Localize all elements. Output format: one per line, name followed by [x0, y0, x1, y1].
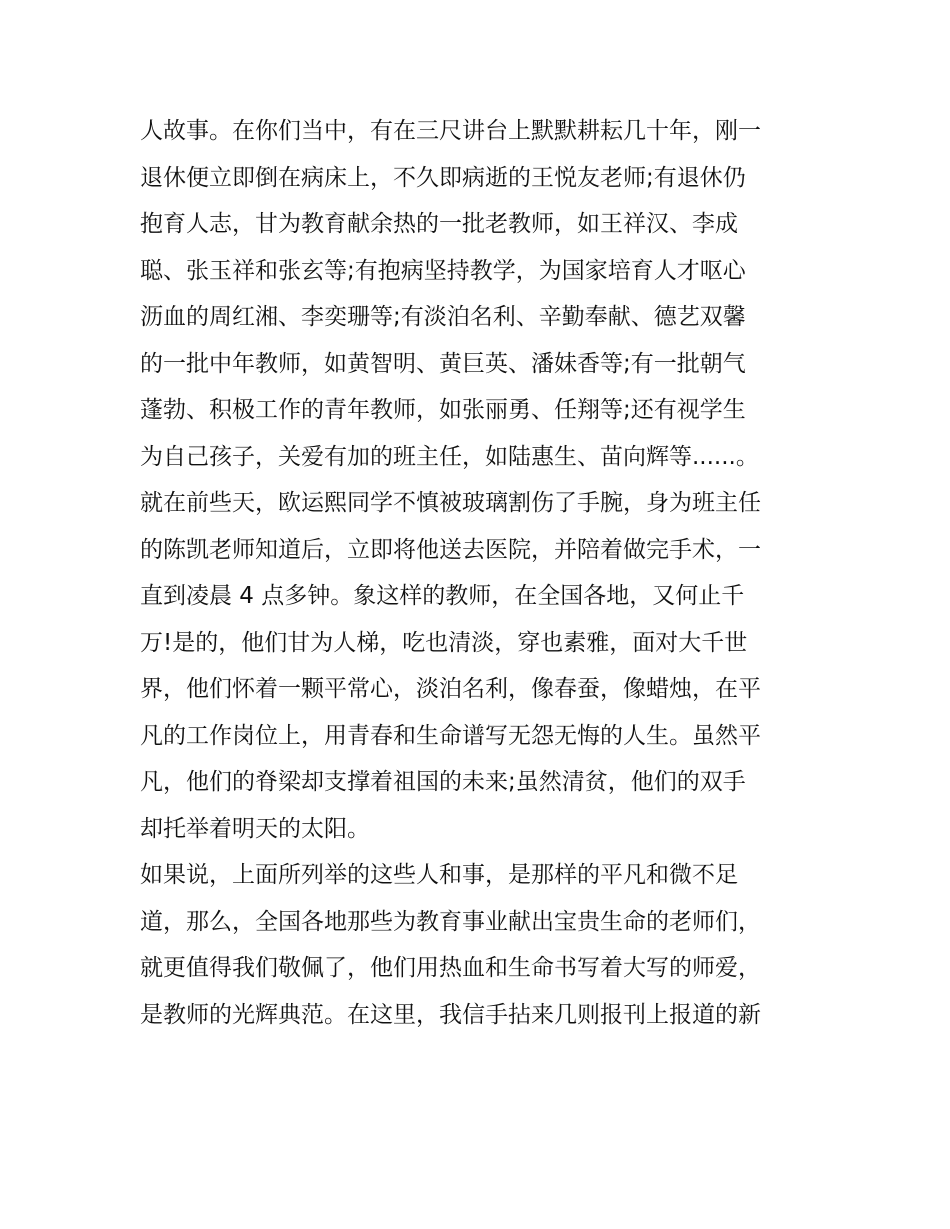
text-line: 是教师的光辉典范。在这里，我信手拈来几则报刊上报道的新: [140, 1001, 761, 1028]
text-line: 道，那么，全国各地那些为教育事业献出宝贵生命的老师们，: [140, 908, 761, 935]
text-line: 的陈凯老师知道后，立即将他送去医院，并陪着做完手术，一: [140, 536, 761, 563]
text-line: 就更值得我们敬佩了，他们用热血和生命书写着大写的师爱，: [140, 955, 761, 981]
text-line: 如果说，上面所列举的这些人和事，是那样的平凡和微不足: [140, 862, 738, 888]
body-text: [140, 108, 820, 1038]
text-line: 万!是的，他们甘为人梯，吃也清淡，穿也素雅，面对大千世: [140, 629, 748, 656]
text-line: 却托举着明天的太阳。: [140, 815, 370, 842]
text-line: 退休便立即倒在病床上，不久即病逝的王悦友老师;有退休仍: [140, 164, 746, 191]
text-line: 为自己孩子，关爱有加的班主任，如陆惠生、苗向辉等......。: [140, 443, 759, 470]
text-line: 凡的工作岗位上，用青春和生命谱写无怨无悔的人生。虽然平: [140, 722, 761, 749]
text-line: 蓬勃、积极工作的青年教师，如张丽勇、任翔等;还有视学生: [140, 397, 746, 423]
text-line: 的一批中年教师，如黄智明、黄巨英、潘妹香等;有一批朝气: [140, 350, 746, 377]
text-line: 凡，他们的脊梁却支撑着祖国的未来;虽然清贫，他们的双手: [140, 769, 746, 795]
text-line: 就在前些天，欧运熙同学不慎被玻璃割伤了手腕，身为班主任: [140, 490, 761, 516]
text-line: 聪、张玉祥和张玄等;有抱病坚持教学，为国家培育人才呕心: [140, 257, 746, 284]
text-line: 直到凌晨 4 点多钟。象这样的教师，在全国各地，又何止千: [140, 583, 745, 609]
text-line: 人故事。在你们当中，有在三尺讲台上默默耕耘几十年，刚一: [140, 118, 761, 144]
text-line: 沥血的周红湘、李奕珊等;有淡泊名利、辛勤奉献、德艺双馨: [140, 304, 746, 330]
text-line: 抱育人志，甘为教育献余热的一批老教师，如王祥汉、李成: [140, 211, 738, 237]
text-line: 界，他们怀着一颗平常心，淡泊名利，像春蚕，像蜡烛，在平: [140, 676, 761, 702]
